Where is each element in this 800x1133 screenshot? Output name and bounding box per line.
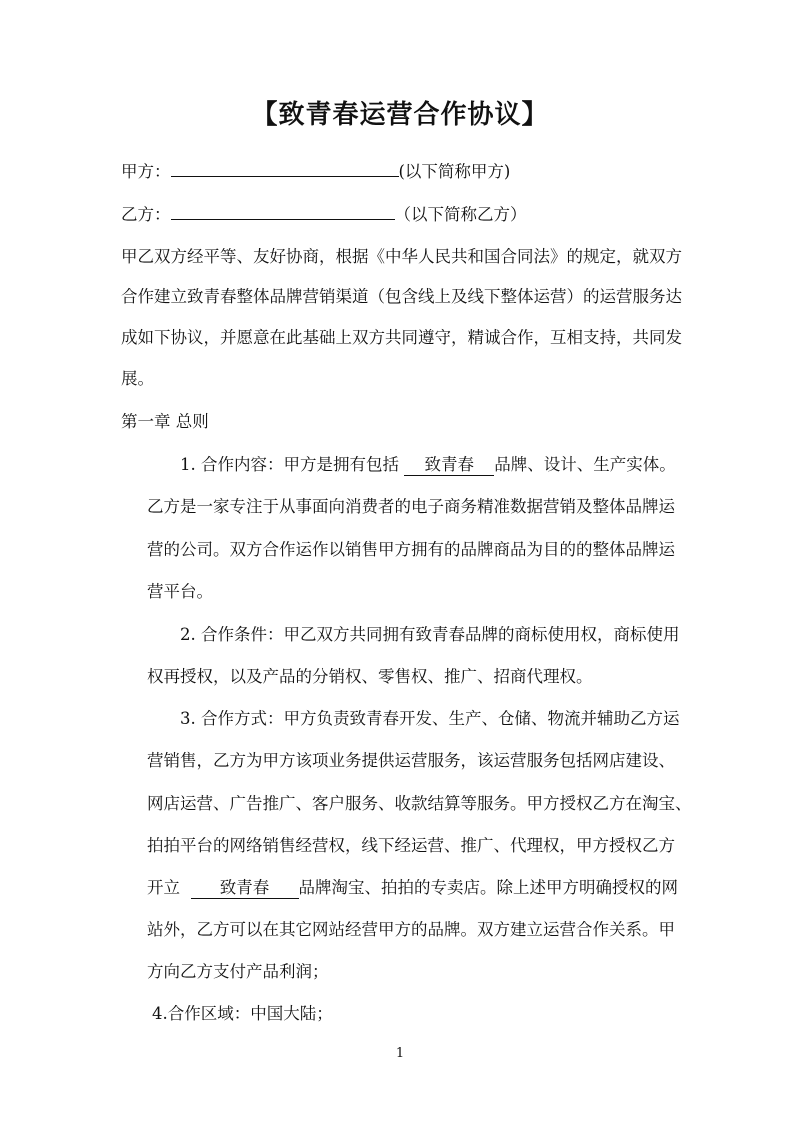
clause-3-line: 营销售，乙方为甲方该项业务提供运营服务，该运营服务包括网店建设、 xyxy=(147,751,675,770)
clause-3-open-prefix: 开立 xyxy=(147,878,180,897)
clause-3-open-line xyxy=(147,876,678,900)
party-a-blank xyxy=(171,176,399,177)
clause-3-brand: 致青春 xyxy=(191,878,299,899)
clause-1-line: 营平台。 xyxy=(147,582,213,601)
clause-2-line: 权再授权，以及产品的分销权、零售权、推广、招商代理权。 xyxy=(147,667,593,686)
party-a-suffix: (以下简称甲方) xyxy=(398,162,511,181)
party-b-label: 乙方： xyxy=(121,205,171,224)
clause-3-line: 3. 合作方式：甲方负责致青春开发、生产、仓储、物流并辅助乙方运 xyxy=(180,709,680,728)
party-a-line xyxy=(121,160,510,184)
clause-1-suffix: 品牌、设计、生产实体。 xyxy=(494,455,676,474)
clause-1-first-line xyxy=(180,453,676,477)
party-a-label: 甲方： xyxy=(121,162,171,181)
clause-1-brand: 致青春 xyxy=(404,455,494,476)
intro-line: 甲乙双方经平等、友好协商，根据《中华人民共和国合同法》的规定，就双方 xyxy=(121,247,682,266)
clause-3-line: 方向乙方支付产品利润； xyxy=(147,962,329,981)
page-number: 1 xyxy=(395,1046,405,1061)
clause-2-line: 2. 合作条件：甲乙双方共同拥有致青春品牌的商标使用权，商标使用 xyxy=(180,625,680,644)
party-b-blank xyxy=(171,219,395,220)
chapter-heading: 第一章 总则 xyxy=(121,412,209,431)
document-title: 【致青春运营合作协议】 xyxy=(251,100,549,130)
clause-3-line: 拍拍平台的网络销售经营权，线下经运营、推广、代理权，甲方授权乙方 xyxy=(147,836,675,855)
clause-3-line: 站外，乙方可以在其它网站经营甲方的品牌。双方建立运营合作关系。甲 xyxy=(147,920,675,939)
clause-1-line: 乙方是一家专注于从事面向消费者的电子商务精准数据营销及整体品牌运 xyxy=(147,497,675,516)
party-b-suffix: （以下简称乙方） xyxy=(394,205,527,224)
clause-1-prefix: 1. 合作内容：甲方是拥有包括 xyxy=(180,455,399,474)
clause-4-line: 4.合作区域：中国大陆； xyxy=(152,1004,333,1023)
clause-3-open-suffix: 品牌淘宝、拍拍的专卖店。除上述甲方明确授权的网 xyxy=(298,878,678,897)
intro-line: 成如下协议，并愿意在此基础上双方共同遵守，精诚合作，互相支持，共同发 xyxy=(121,328,682,347)
party-b-line xyxy=(121,203,527,227)
intro-line: 合作建立致青春整体品牌营销渠道（包含线上及线下整体运营）的运营服务达 xyxy=(121,287,682,306)
clause-1-line: 营的公司。双方合作运作以销售甲方拥有的品牌商品为目的的整体品牌运 xyxy=(147,540,675,559)
intro-line: 展。 xyxy=(121,369,154,388)
clause-3-line: 网店运营、广告推广、客户服务、收款结算等服务。甲方授权乙方在淘宝、 xyxy=(147,794,692,813)
